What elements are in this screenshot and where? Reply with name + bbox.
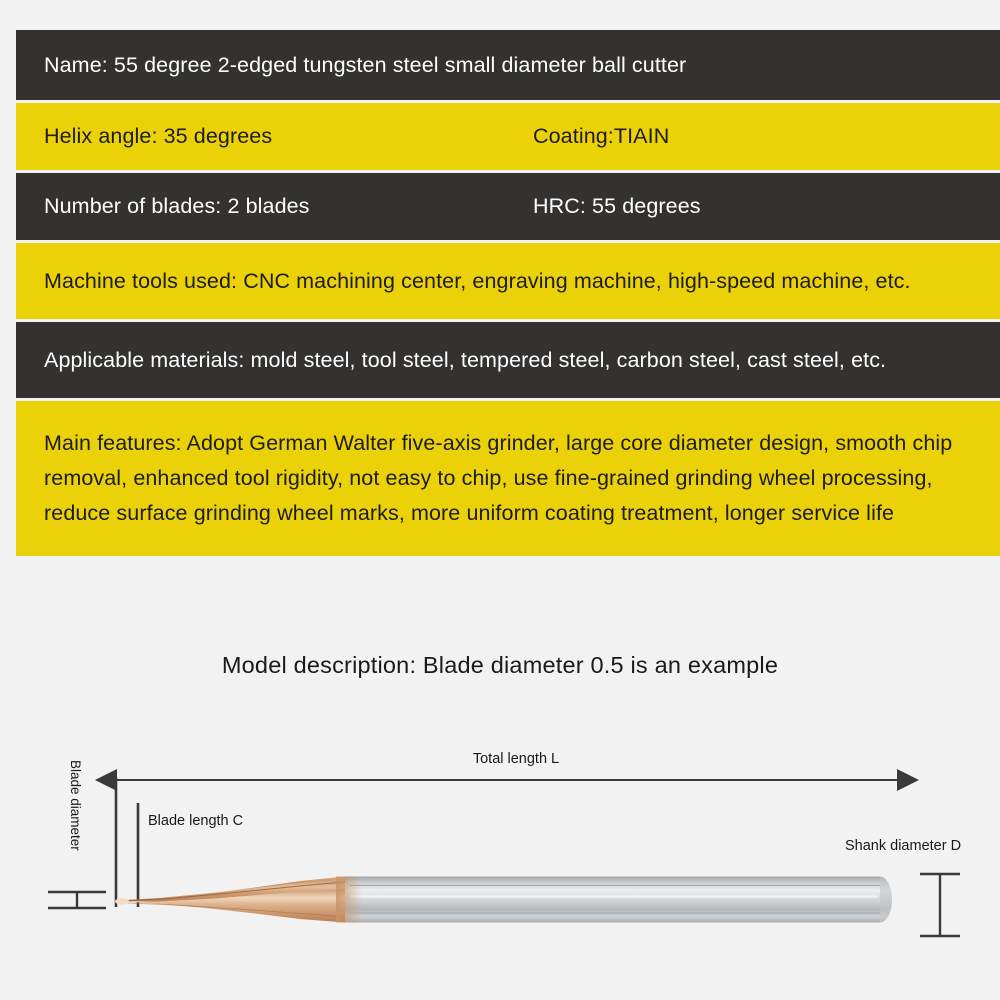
- spec-value-name: Name: 55 degree 2-edged tungsten steel small diameter ball cutter: [44, 52, 687, 77]
- tool-coating-transition: [336, 877, 362, 923]
- spec-value-machine-tools: Machine tools used: CNC machining center, engraving machine, high-speed machine, etc.: [44, 268, 911, 293]
- label-shank-diameter: Shank diameter D: [845, 838, 962, 854]
- label-total-length: Total length L: [472, 751, 560, 767]
- spec-row-name: [16, 30, 1000, 100]
- spec-value-applicable-materials: Applicable materials: mold steel, tool steel, tempered steel, carbon steel, cast steel, etc.: [44, 347, 887, 372]
- tool-shank-end-cap: [880, 877, 892, 923]
- spec-value-main-features: Main features: Adopt German Walter five-axis grinder, large core diameter design, smooth chip removal, enhanced tool rigidity, not easy to chip, use fine-grained grinding wheel processing, reduce surface grinding wheel marks, more uniform coating treatment, longer service life: [44, 431, 953, 525]
- spec-row-helix-coating: [16, 103, 1000, 170]
- spec-row-main-features: [16, 401, 1000, 556]
- spec-row-machine-tools: [16, 243, 1000, 319]
- spec-row-applicable-materials: [16, 322, 1000, 398]
- ball-end-mill-illustration: [115, 877, 892, 923]
- spec-row-blades-hrc: [16, 173, 1000, 240]
- model-description-heading: Model description: Blade diameter 0.5 is an example: [221, 652, 779, 678]
- spec-value-hrc: HRC: 55 degrees: [533, 194, 701, 218]
- label-blade-diameter: Blade diameter: [68, 760, 83, 851]
- tool-shank: [345, 877, 892, 923]
- tool-dimension-diagram: [0, 700, 1000, 1000]
- label-blade-length: Blade length C: [148, 813, 244, 829]
- spec-value-coating: Coating:TIAIN: [533, 124, 670, 148]
- spec-value-number-of-blades: Number of blades: 2 blades: [44, 194, 310, 218]
- spec-table: [16, 30, 1000, 559]
- spec-value-helix-angle: Helix angle: 35 degrees: [44, 124, 273, 148]
